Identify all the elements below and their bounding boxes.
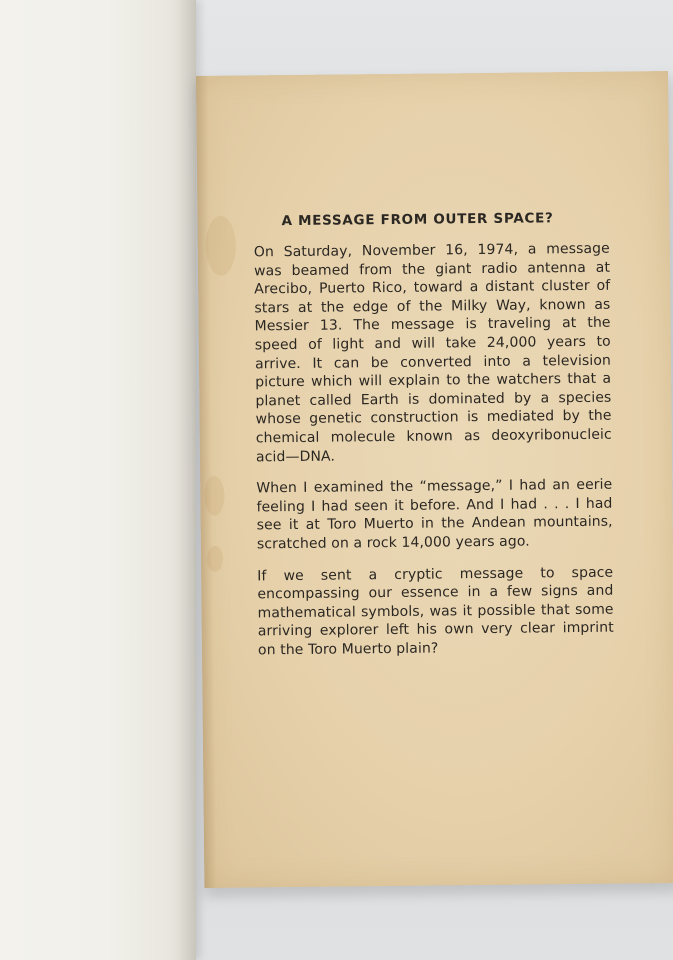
paragraph-3: If we sent a cryptic message to space encompassing our essence in a few signs and mathematical symbols, was it possible that some arriving explorer left his own very clear imprint on the Toro Muerto plain? [257, 564, 614, 659]
paragraph-1: On Saturday, November 16, 1974, a message was beamed from the giant radio antenna at Arecibo, Puerto Rico, toward a distant cluster of stars at the edge of the Milky Way, known as Messier 13. The message is traveling at the speed of light and will take 24,000 years to arrive. It can be converted into a television picture which will explain to the watchers that a planet called Earth is dominated by a species whose genetic construction is mediated by the chemical molecule known as deoxyribonucleic acid—DNA. [253, 240, 612, 465]
page-text-block [253, 210, 614, 673]
left-blank-page [0, 0, 196, 960]
page-stain [204, 476, 224, 516]
paragraph-2: When I examined the “message,” I had an eerie feeling I had seen it before. And I had . . . I had see it at Toro Muerto in the Andean mountains, scratched on a rock 14,000 years ago. [256, 476, 613, 553]
page-stain [205, 216, 236, 276]
left-page-curve-shade [178, 0, 196, 960]
right-printed-page [196, 71, 673, 888]
page-heading: A MESSAGE FROM OUTER SPACE? [281, 210, 554, 230]
page-stain [207, 546, 223, 572]
